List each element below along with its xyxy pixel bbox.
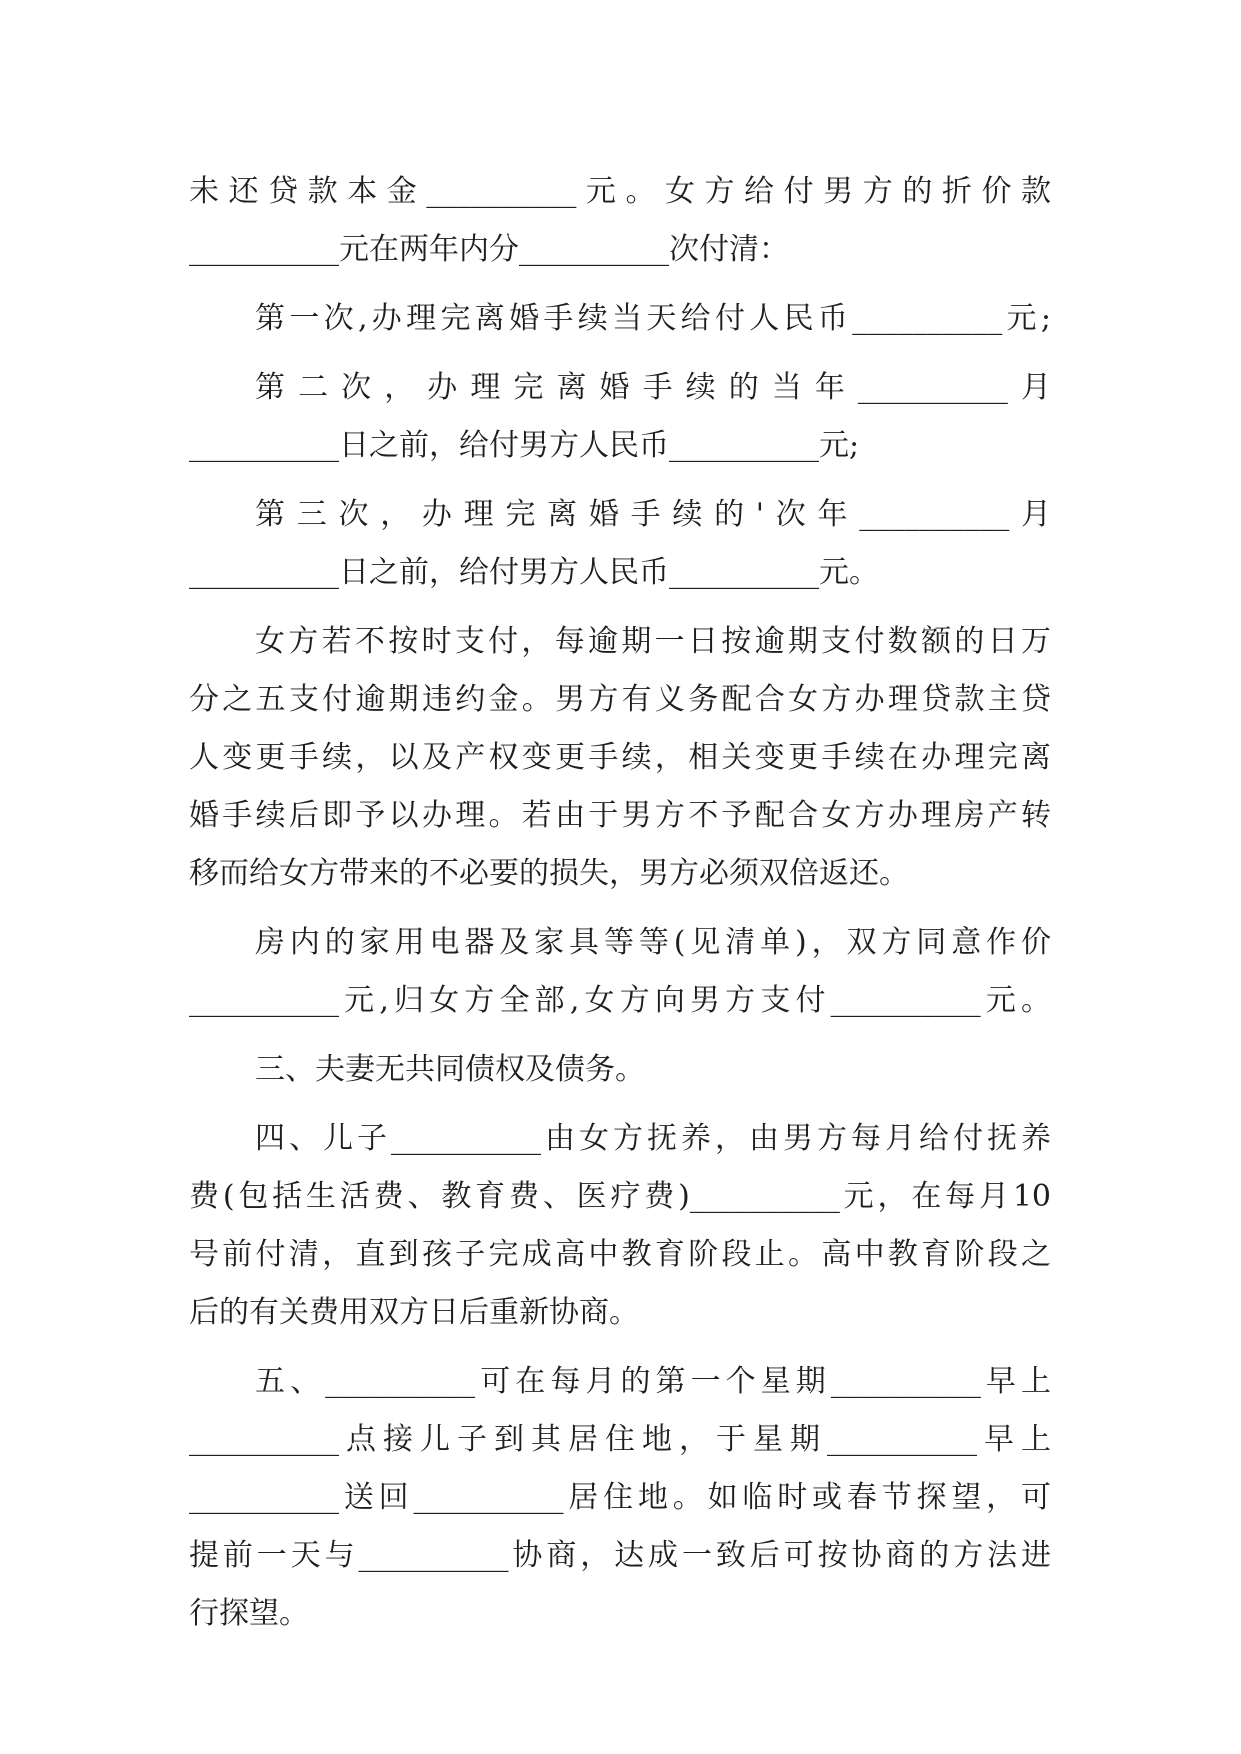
text-line: 移而给女方带来的不必要的损失，男方必须双倍返还。 [189,856,909,891]
text-line: __________日之前，给付男方人民币__________元。 [189,555,879,590]
text-line: 费(包括生活费、教育费、医疗费)__________元，在每月10 [189,1179,1051,1214]
text-line: 婚手续后即予以办理。若由于男方不予配合女方办理房产转 [189,798,1051,833]
text-line: __________元,归女方全部,女方向男方支付__________元。 [189,983,1051,1018]
text-line: __________点接儿子到其居住地，于星期__________早上 [189,1422,1051,1457]
document-body [189,163,1051,1643]
text-line: 后的有关费用双方日后重新协商。 [189,1295,639,1330]
text-line: __________送回__________居住地。如临时或春节探望，可 [189,1480,1051,1515]
text-line: 行探望。 [189,1596,309,1631]
text-line: 号前付清，直到孩子完成高中教育阶段止。高中教育阶段之 [189,1237,1051,1272]
text-line: 第二次，办理完离婚手续的当年__________月 [255,370,1051,405]
text-line: 人变更手续，以及产权变更手续，相关变更手续在办理完离 [189,740,1051,775]
text-line: 五、__________可在每月的第一个星期__________早上 [255,1364,1051,1399]
text-line: 分之五支付逾期违约金。男方有义务配合女方办理贷款主贷 [189,682,1051,717]
text-line: 提前一天与__________协商，达成一致后可按协商的方法进 [189,1538,1051,1573]
text-line: 四、儿子__________由女方抚养，由男方每月给付抚养 [255,1121,1051,1156]
text-line: 未还贷款本金__________元。女方给付男方的折价款 [189,174,1051,209]
text-line: __________日之前，给付男方人民币__________元; [189,428,860,463]
text-line: 女方若不按时支付，每逾期一日按逾期支付数额的日万 [255,624,1051,659]
text-line: 三、夫妻无共同债权及债务。 [255,1052,645,1087]
text-line: 房内的家用电器及家具等等(见清单)，双方同意作价 [255,925,1051,960]
text-line: 第三次，办理完离婚手续的'次年__________月 [255,497,1051,532]
text-line: 第一次,办理完离婚手续当天给付人民币__________元; [255,301,1051,336]
text-line: __________元在两年内分__________次付清： [189,232,789,267]
